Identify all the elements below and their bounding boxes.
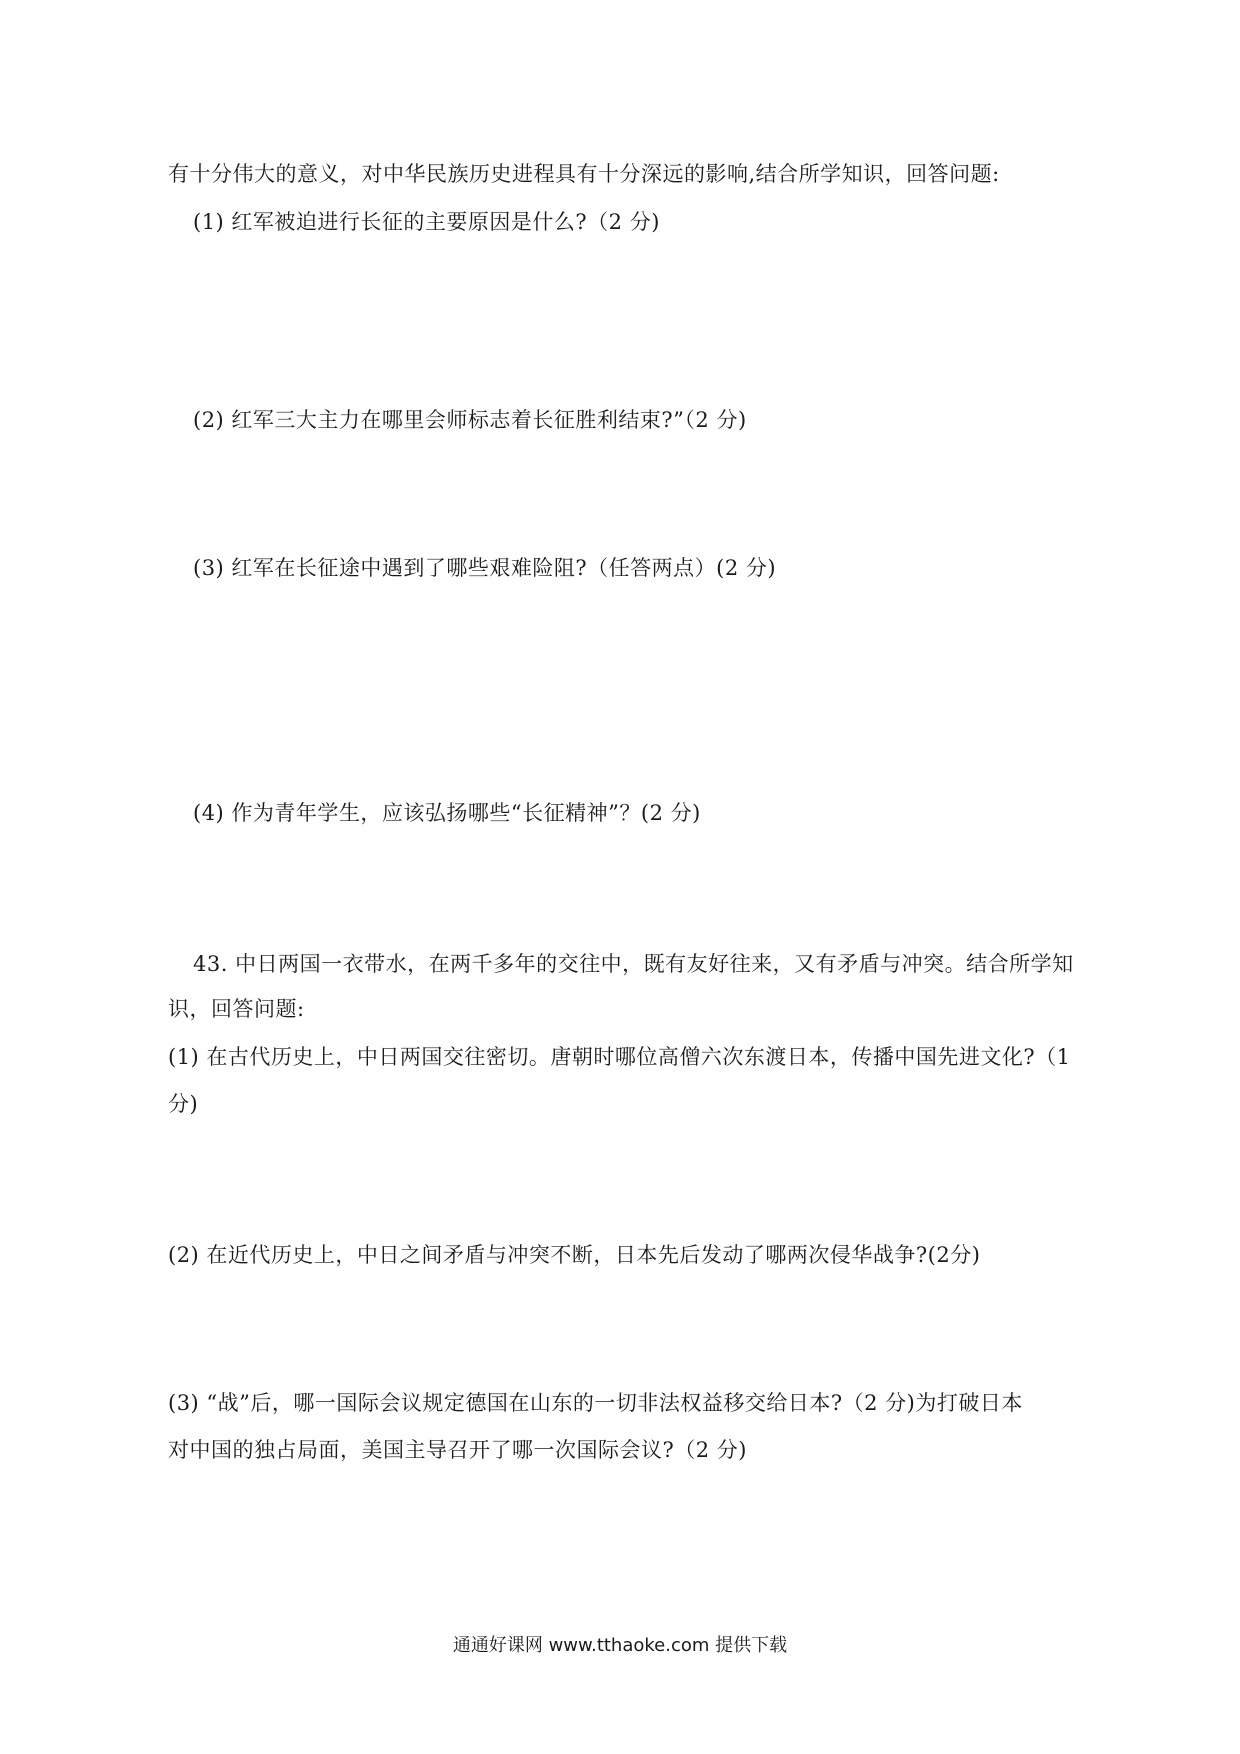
q43-part-3-line-2: 对中国的独占局面，美国主导召开了哪一次国际会议?（2 分) — [168, 1438, 747, 1462]
q42-part-3: (3) 红军在长征途中遇到了哪些艰难险阻?（任答两点）(2 分) — [193, 556, 777, 580]
q42-part-2: (2) 红军三大主力在哪里会师标志着长征胜利结束?”（2 分) — [193, 408, 747, 432]
q42-part-4: (4) 作为青年学生，应该弘扬哪些“长征精神”？(2 分) — [193, 801, 701, 825]
q43-stem-line-2: 识，回答问题: — [168, 997, 305, 1021]
q43-part-3-line-1: (3) “战”后，哪一国际会议规定德国在山东的一切非法权益移交给日本?（2 分)为打破日本 — [168, 1391, 1023, 1415]
q43-part-1-line-2: 分) — [168, 1092, 199, 1116]
q42-intro-continuation: 有十分伟大的意义，对中华民族历史进程具有十分深远的影响,结合所学知识，回答问题: — [168, 162, 1000, 186]
q43-part-1-line-1: (1) 在古代历史上，中日两国交往密切。唐朝时哪位高僧六次东渡日本，传播中国先进文化?（1 — [168, 1045, 1071, 1069]
footer-download-note: 通通好课网 www.tthaoke.com 提供下载 — [452, 1635, 788, 1656]
q43-part-2: (2) 在近代历史上，中日之间矛盾与冲突不断，日本先后发动了哪两次侵华战争?(2分) — [168, 1243, 981, 1267]
q43-stem-line-1: 43. 中日两国一衣带水，在两千多年的交往中，既有友好往来，又有矛盾与冲突。结合所学知 — [193, 952, 1074, 976]
q42-part-1: (1) 红军被迫进行长征的主要原因是什么?（2 分) — [193, 210, 660, 234]
